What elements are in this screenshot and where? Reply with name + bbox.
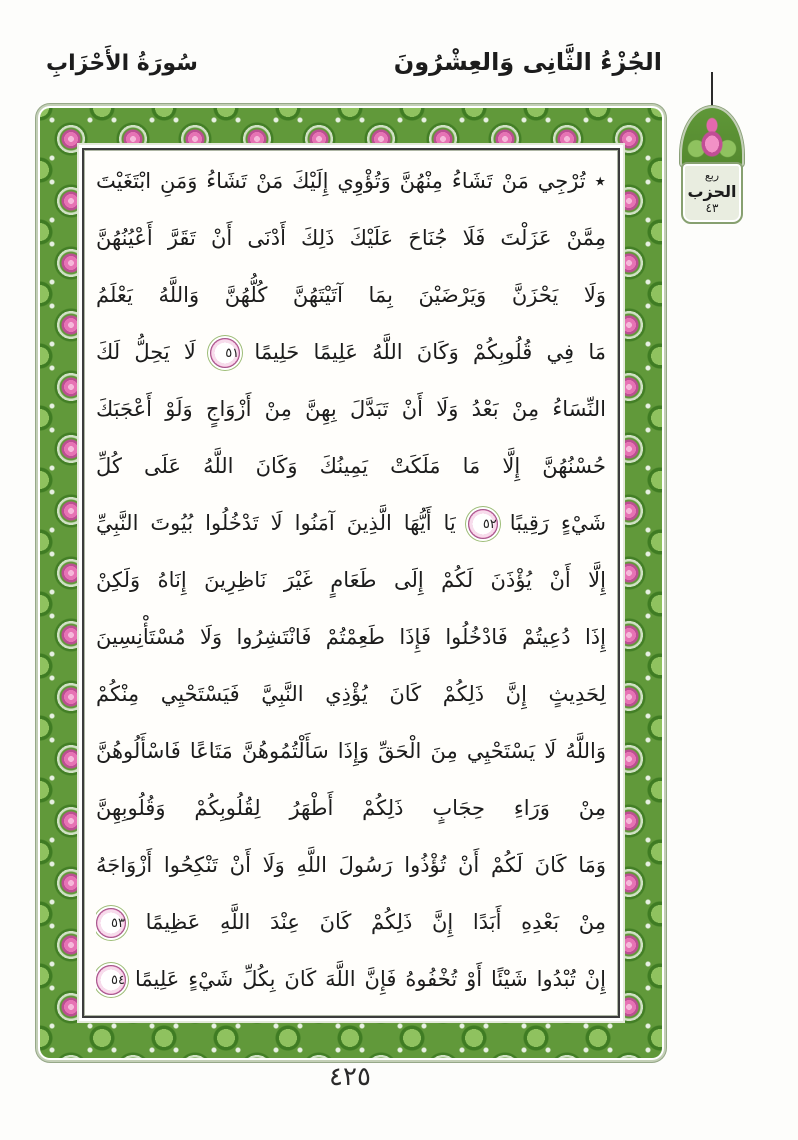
ayah-text: لِحَدِيثٍ إِنَّ ذَلِكُمْ كَانَ يُؤْذِي النَّبِيَّ فَيَسْتَحْيِي مِنْكُمْ (96, 682, 606, 706)
hizb-rub-label: ربع (704, 169, 720, 182)
ayah-text: مِمَّنْ عَزَلْتَ فَلَا جُنَاحَ عَلَيْكَ ذَلِكَ أَدْنَى أَنْ تَقَرَّ أَعْيُنُهُنَّ (96, 226, 606, 250)
quran-line (96, 495, 606, 552)
juz-title: الجُزْءُ الثَّانِى وَالعِشْرُونَ (393, 48, 662, 76)
ayah-text: مِنْ بَعْدِهِ أَبَدًا إِنَّ ذَلِكُمْ كَانَ عِنْدَ اللَّهِ عَظِيمًا (145, 910, 606, 934)
ayah-text: حُسْنُهُنَّ إِلَّا مَا مَلَكَتْ يَمِينُكَ وَكَانَ اللَّهُ عَلَى كُلِّ (96, 454, 606, 478)
marker-stem-line (711, 72, 713, 106)
hizb-label-panel (681, 162, 743, 224)
hizb-name-label: الحزب (687, 182, 737, 201)
quran-line (96, 723, 606, 780)
quran-line (96, 951, 606, 1008)
quran-line (96, 324, 606, 381)
ayah-text: وَاللَّهُ لَا يَسْتَحْيِي مِنَ الْحَقِّ وَإِذَا سَأَلْتُمُوهُنَّ مَتَاعًا فَاسْأَلُوهُنَّ (96, 739, 606, 763)
page-header (40, 48, 662, 76)
quran-line (96, 153, 606, 210)
quran-line (96, 780, 606, 837)
quran-text-area (82, 148, 620, 1018)
hizb-number: ٤٣ (705, 201, 719, 215)
ayah-text: مَا فِي قُلُوبِكُمْ وَكَانَ اللَّهُ عَلِيمًا حَلِيمًا (254, 340, 606, 364)
dome-flower-ornament-icon (680, 106, 744, 168)
ayah-end-marker: ٥١ (210, 338, 240, 368)
ayah-text: مِنْ وَرَاءِ حِجَابٍ ذَلِكُمْ أَطْهَرُ لِقُلُوبِكُمْ وَقُلُوبِهِنَّ (96, 796, 606, 820)
ayah-end-marker: ٥٢ (468, 509, 498, 539)
ayah-text: إِنْ تُبْدُوا شَيْئًا أَوْ تُخْفُوهُ فَإِنَّ اللَّهَ كَانَ بِكُلِّ شَيْءٍ عَلِيمًا (134, 967, 606, 991)
page-number: ٤٢٥ (329, 1062, 371, 1092)
ayah-end-marker: ٥٣ (96, 908, 126, 938)
quran-line (96, 894, 606, 951)
ayah-end-marker: ٥٤ (96, 965, 126, 995)
quran-line (96, 837, 606, 894)
ayah-text: لَا يَحِلُّ لَكَ (96, 340, 196, 364)
ayah-text: وَلَا يَحْزَنَّ وَيَرْضَيْنَ بِمَا آتَيْتَهُنَّ كُلُّهُنَّ وَاللَّهُ يَعْلَمُ (96, 283, 606, 307)
ayah-text: النِّسَاءُ مِنْ بَعْدُ وَلَا أَنْ تَبَدَّلَ بِهِنَّ مِنْ أَزْوَاجٍ وَلَوْ أَعْجَبَكَ (96, 397, 606, 421)
quran-line (96, 609, 606, 666)
decorative-floral-border-frame (40, 108, 662, 1058)
quran-line (96, 210, 606, 267)
quran-line (96, 381, 606, 438)
ayah-text: شَيْءٍ رَقِيبًا (509, 511, 606, 535)
hizb-quarter-marker (676, 72, 748, 224)
quran-line (96, 666, 606, 723)
ayah-text: إِلَّا أَنْ يُؤْذَنَ لَكُمْ إِلَى طَعَامٍ غَيْرَ نَاظِرِينَ إِنَاهُ وَلَكِنْ (96, 568, 606, 592)
ayah-text: ٭ تُرْجِي مَنْ تَشَاءُ مِنْهُنَّ وَتُؤْوِي إِلَيْكَ مَنْ تَشَاءُ وَمَنِ ابْتَغَيْتَ (96, 169, 606, 193)
surah-title: سُورَةُ الأَحْزَابِ (46, 51, 198, 76)
quran-line (96, 267, 606, 324)
quran-line (96, 438, 606, 495)
ayah-text: إِذَا دُعِيتُمْ فَادْخُلُوا فَإِذَا طَعِمْتُمْ فَانْتَشِرُوا وَلَا مُسْتَأْنِسِينَ (96, 625, 606, 649)
ayah-text: وَمَا كَانَ لَكُمْ أَنْ تُؤْذُوا رَسُولَ اللَّهِ وَلَا أَنْ تَنْكِحُوا أَزْوَاجَهُ (96, 853, 606, 877)
ayah-text: يَا أَيُّهَا الَّذِينَ آمَنُوا لَا تَدْخُلُوا بُيُوتَ النَّبِيِّ (96, 511, 456, 535)
quran-lines (96, 153, 606, 1008)
quran-line (96, 552, 606, 609)
